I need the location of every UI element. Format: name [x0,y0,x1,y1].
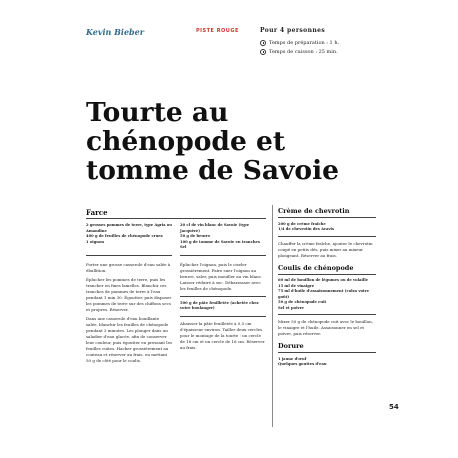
column-separator [272,205,273,427]
ingredient-item: Sel [180,245,187,249]
ingredient-item: 50 g de chénopode cuit [278,300,327,305]
ingredient-item: 60 ml de bouillon de légumes ou de volaille [278,278,368,283]
farce-steps-1 [86,262,172,367]
author-name: Kevin Bieber [86,27,144,37]
divider [278,274,376,275]
step-paragraph: Chauffer la crème fraîche, ajouter le chevrotin coupé en petits dés, puis mixer au mixeur plongeant. Réserver au frais. [278,240,373,258]
side-column [278,208,376,371]
divider [180,316,266,317]
ingredient-item: 15 ml de vinaigre [278,283,315,288]
divider [86,255,172,256]
prep-time-row [260,40,339,46]
ingredient-item: 500 g de pâte feuilletée (achetée chez votre boulanger) [180,300,259,311]
farce-column-1 [86,223,172,248]
ingredient-list [278,278,376,311]
ingredient-list [86,223,172,245]
title-line: chénopode et [86,126,286,157]
ingredient-item: 400 g de feuilles de chénopode crues [86,234,163,238]
title-line: Tourte au [86,97,229,128]
step-paragraph: Dans une casserole d'eau bouillante salée, blanchir les feuilles de chénopode pendant 3 minutes. Les plonger dans un saladier d'eau glacée, afin de conserver leur couleur, puis égoutter en pressant les feuilles cuites. Hacher grossièrement au couteau et réserver au frais, en mettant 50 g de côté pour le coulis. [86,316,172,363]
ingredient-item: Sel et poivre [278,305,304,310]
divider [278,236,376,237]
divider [278,217,376,218]
ingredient-item: 20 cl de vin blanc de Savoie (type Jacquère) [180,223,250,233]
ingredient-item: 1 oignon [86,239,105,244]
step-paragraph: Mixer 50 g de chénopode cuit avec le bouillon, le vinaigre et l'huile. Assaisonner en sel et poivre, puis réserver. [278,319,373,337]
clock-icon [260,40,266,46]
coulis-heading: Coulis de chénopode [278,263,354,272]
ingredient-list [278,222,376,233]
step-paragraph: Éplucher l'oignon, puis le ciseler grossièrement. Faire suer l'oignon au beurre, saler, puis mouiller au vin blanc. Laisser réduire à sec. Débarrasser avec les feuilles de chénopode. [180,262,263,291]
divider [278,314,376,315]
ingredient-item: Quelques gouttes d'eau [278,362,327,367]
step-paragraph: Porter une grosse casserole d'eau salée à ébullition. [86,262,171,273]
divider [278,352,376,353]
ingredient-item: 1/4 de chevrotin des Aravis [278,227,334,232]
category-label: PISTE ROUGE [196,28,239,34]
ingredient-item: 1 jaune d'œuf [278,356,307,361]
farce-heading: Farce [86,208,108,217]
farce-column-2 [180,223,266,254]
cook-time-row [260,49,338,55]
creme-heading: Crème de chevrotin [278,207,350,215]
ingredient-item: 200 g de crème fraîche [278,221,326,226]
step-paragraph: Abaisser la pâte feuilletée à 0,5 cm d'épaisseur environ. Tailler deux cercles pour le montage de la tourte : un cercle de 18 cm et un cercle de 16 cm. Réserver au frais. [180,320,265,350]
ingredient-list [278,357,376,368]
ingredient-list [180,223,266,251]
prep-time: Temps de préparation : 1 h. [269,40,340,46]
page-number: 54 [389,403,399,411]
ingredient-item: 50 g de beurre [180,234,211,238]
farce-steps-2 [180,262,266,354]
divider [180,255,266,256]
ingredient-item: 75 ml d'huile d'assaisonnement (colza votre goût) [278,289,369,299]
ingredient-item: 100 g de tomme de Savoie en tranches [180,239,260,244]
clock-icon [260,49,266,55]
cook-time: Temps de cuisson : 25 min. [269,49,338,55]
farce-rule [86,218,266,219]
servings-label: Pour 4 personnes [260,27,326,34]
dorure-heading: Dorure [278,342,304,351]
divider [180,296,266,297]
ingredient-item: 2 grosses pommes de terre, type Agria ou Amandine [86,223,172,233]
recipe-title [86,98,406,185]
step-paragraph: Éplucher les pommes de terre, puis les trancher en fines lamelles. Blanchir ces tranches de pommes de terre à l'eau pendant 1 min 30. Égoutter, puis disposer les pommes de terre sur des chiffons secs et propres. Réserver. [86,277,172,312]
title-line: tomme de Savoie [86,155,340,186]
